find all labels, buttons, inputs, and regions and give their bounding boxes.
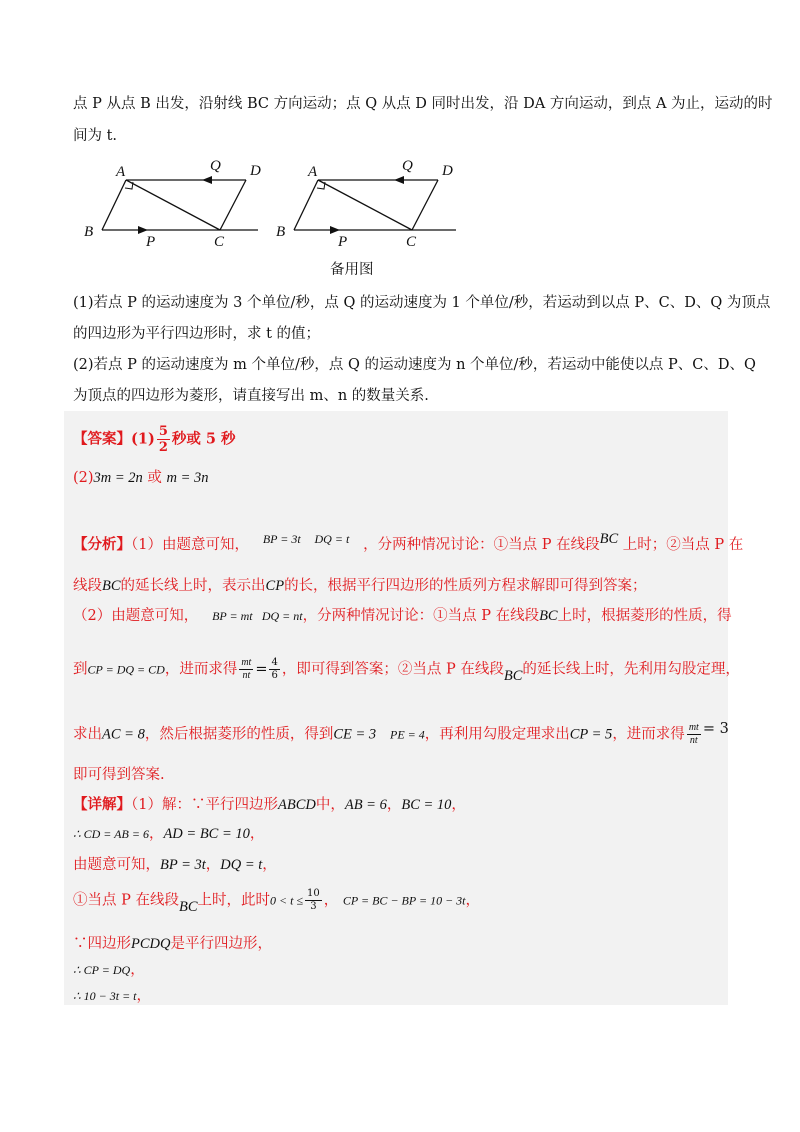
figure-spare [270, 158, 460, 250]
label-D: D [250, 163, 261, 179]
label-B: B [276, 224, 286, 240]
question-2-line-2: 为顶点的四边形为菱形，请直接写出 m、n 的数量关系. [73, 388, 429, 404]
detail-tag: 【详解】 [73, 796, 131, 813]
answer-tag: 【答案】 [73, 430, 131, 448]
fraction-4-6: $\frac{4}{6}$ [271, 657, 278, 681]
question-1-line-1: (1)若点 P 的运动速度为 3 个单位/秒，点 Q 的运动速度为 1 个单位/秒，若运动到以点 P、C、D、Q 为顶点 [73, 295, 771, 311]
question-2-line-1: (2)若点 P 的运动速度为 m 个单位/秒，点 Q 的运动速度为 n 个单位/秒，若运动中能使以点 P、C、D、Q [73, 357, 756, 373]
analysis-line-4: 到CP = DQ = CD，进而求得 $\frac{mt}{nt}$ = $\frac{4}{6}$ ，即可得到答案；②当点 P 在线段BC的延长线上时，先利用勾股定理， [73, 657, 740, 684]
label-C: C [406, 234, 417, 250]
label-B: B [84, 224, 94, 240]
detail-line-5: ∵四边形PCDQ是平行四边形， [73, 936, 272, 952]
label-P: P [338, 234, 348, 250]
detail-line-1: 【详解】（1）解：∵平行四边形ABCD中，AB = 6，BC = 10， [73, 796, 466, 813]
figure-caption: 备用图 [330, 262, 374, 278]
label-Q: Q [402, 158, 413, 174]
fraction-mt-nt-2: $\frac{mt}{nt}$ [688, 722, 699, 746]
label-A: A [308, 164, 318, 180]
label-Q: Q [210, 158, 221, 174]
analysis-line-2: 线段BC的延长线上时，表示出CP的长，根据平行四边形的性质列方程求解即可得到答案； [73, 578, 647, 594]
fraction-mt-nt: $\frac{mt}{nt}$ [241, 657, 252, 681]
analysis-line-3: （2）由题意可知， BP = mt DQ = nt，分两种情况讨论：①当点 P 在线段BC上时，根据菱形的性质，得 [73, 608, 732, 624]
question-1-line-2: 的四边形为平行四边形时，求 t 的值； [73, 326, 321, 342]
detail-line-6: ∴ CP = DQ， [73, 962, 145, 978]
problem-line-2: 间为 t. [73, 128, 118, 144]
label-C: C [214, 234, 225, 250]
answer-panel [64, 411, 728, 1005]
detail-line-4: ①当点 P 在线段BC上时，此时0 < t ≤ $\frac{10}{3}$ ， CP = BC − BP = 10 − 3t， [73, 888, 481, 915]
fraction-10-3: $\frac{10}{3}$ [307, 888, 320, 912]
analysis-line-1: 【分析】（1）由题意可知， $^{BP = 3t}$ $^{DQ = t}$ ，分两种情况讨论：①当点 P 在线段BC 上时；②当点 P 在 [73, 531, 744, 553]
label-A: A [116, 164, 126, 180]
answer-line-2: (2)3m = 2n 或 m = 3n [73, 470, 209, 486]
analysis-tag: 【分析】 [73, 536, 131, 553]
analysis-line-6: 即可得到答案. [73, 767, 165, 783]
label-P: P [146, 234, 156, 250]
fraction-5-2: $\frac{5}{2}$ [158, 424, 168, 455]
label-D: D [442, 163, 453, 179]
detail-line-2: ∴ CD = AB = 6，AD = BC = 10， [73, 826, 265, 842]
problem-line-1: 点 P 从点 B 出发，沿射线 BC 方向运动；点 Q 从点 D 同时出发，沿 DA 方向运动，到点 A 为止，运动的时 [73, 96, 773, 112]
detail-line-3: 由题意可知，BP = 3t，DQ = t， [73, 857, 277, 873]
detail-line-7: ∴ 10 − 3t = t， [73, 988, 151, 1004]
analysis-line-5: 求出AC = 8，然后根据菱形的性质，得到CE = 3 PE = 4，再利用勾股定理求出CP = 5，进而求得 $\frac{mt}{nt}$ = 3 [73, 720, 729, 746]
answer-line-1: 【答案】(1) $\frac{5}{2}$ 秒或 5 秒 [73, 424, 236, 455]
figure-main [78, 158, 268, 250]
